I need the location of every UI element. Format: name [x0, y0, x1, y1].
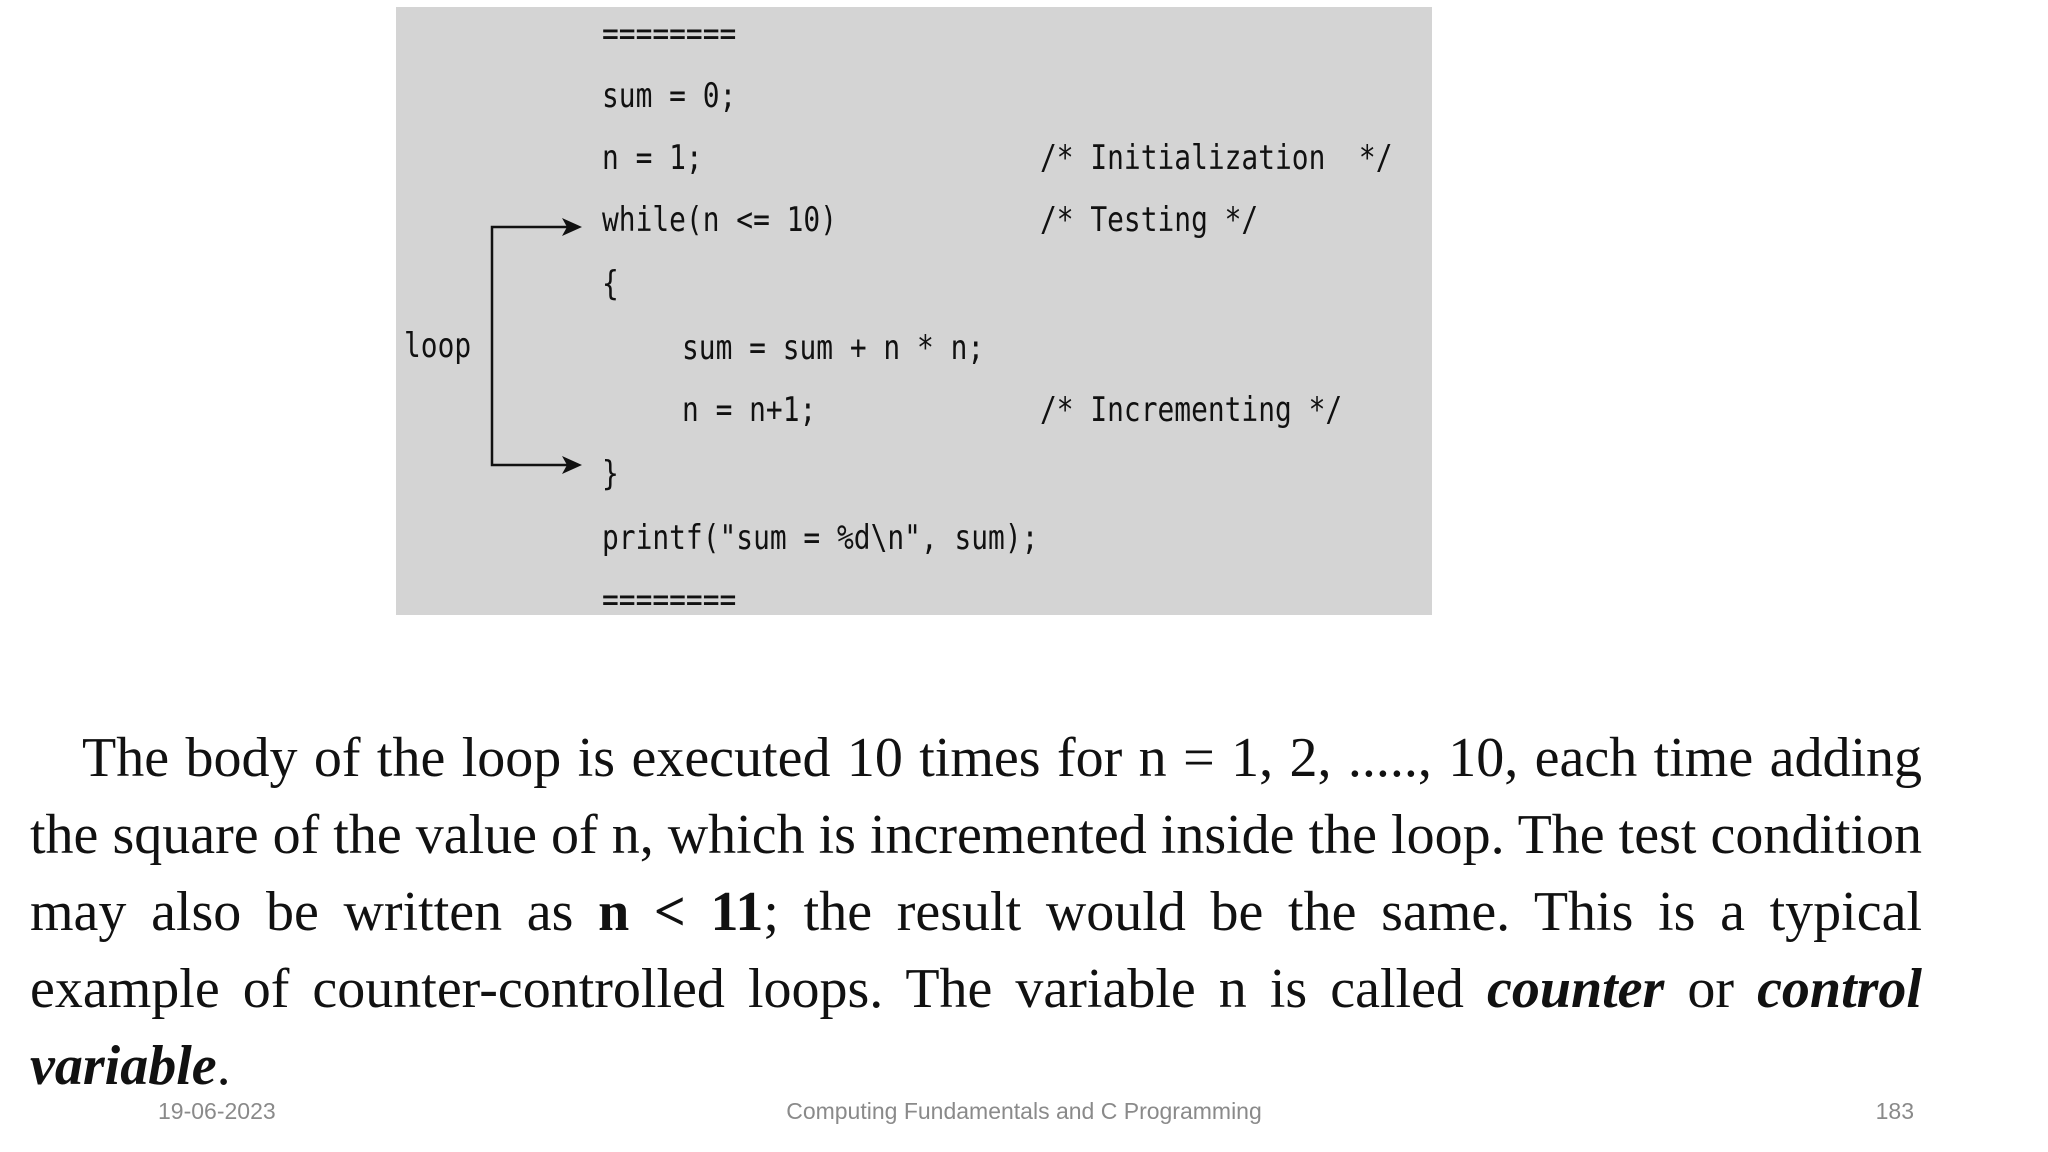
- term-control-variable: control variable: [30, 958, 1922, 1097]
- code-line-open-brace: {: [602, 264, 619, 304]
- term-counter: counter: [1486, 958, 1665, 1020]
- code-comment-initialization: /* Initialization */: [1040, 138, 1393, 178]
- code-figure: [396, 7, 1432, 620]
- code-line-sum-update: sum = sum + n * n;: [682, 328, 985, 368]
- paragraph-text-2: ; the result would be the same. This is a typical example of counter-controlled loops. The variable n is called: [30, 881, 1922, 1020]
- code-line-sum-init: sum = 0;: [602, 76, 737, 116]
- code-line-n-init: n = 1;: [602, 138, 703, 178]
- loop-label: loop: [404, 326, 472, 366]
- paragraph-text-1: The body of the loop is executed 10 times for n = 1, 2, ....., 10, each time adding the square of the value of n, which is incremented inside the loop. The test condition may also be written as: [30, 727, 1922, 943]
- footer-title: Computing Fundamentals and C Programming: [786, 1098, 1262, 1124]
- code-line-separator-bottom: ========: [602, 580, 737, 620]
- footer-date: 19-06-2023: [158, 1098, 276, 1124]
- code-line-separator-top: ========: [602, 14, 737, 54]
- test-condition-bold: n < 11: [598, 881, 764, 943]
- code-comment-testing: /* Testing */: [1040, 200, 1259, 240]
- paragraph-text-4: .: [216, 1035, 231, 1097]
- explanation-paragraph: [30, 720, 1922, 1105]
- code-line-n-increment: n = n+1;: [682, 390, 817, 430]
- paragraph-text-3: or: [1664, 958, 1758, 1020]
- code-comment-incrementing: /* Incrementing */: [1040, 390, 1343, 430]
- code-line-printf: printf("sum = %d\n", sum);: [602, 518, 1039, 558]
- footer-page-number: 183: [1875, 1098, 1914, 1124]
- code-line-close-brace: }: [602, 454, 619, 494]
- code-line-while: while(n <= 10): [602, 200, 837, 240]
